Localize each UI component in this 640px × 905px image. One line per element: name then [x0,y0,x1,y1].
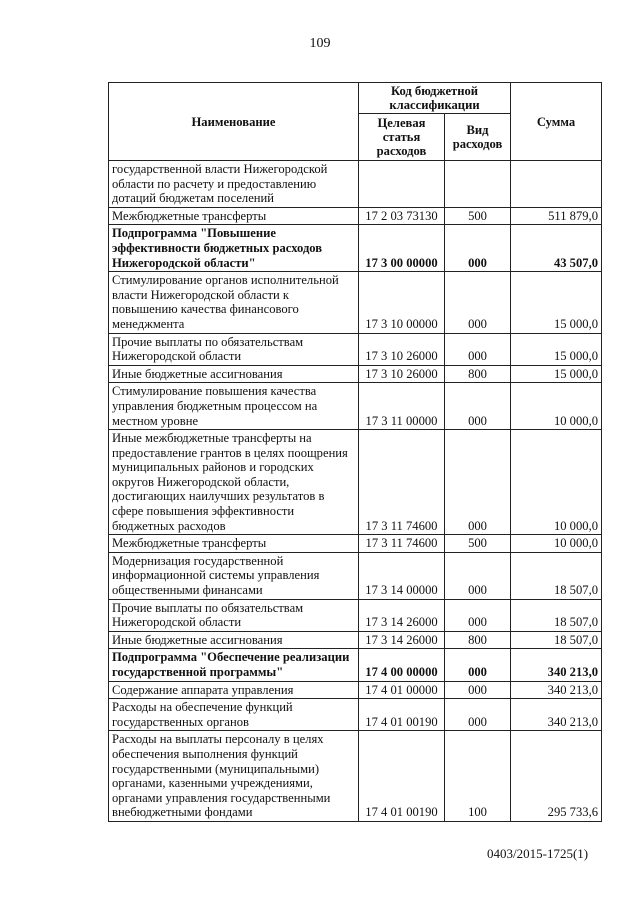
row-name: Прочие выплаты по обязательствам Нижегородской области [109,333,359,365]
row-expense-type: 000 [445,272,511,333]
table-row [109,225,602,272]
row-target-article: 17 4 01 00000 [359,681,445,699]
row-name: Межбюджетные трансферты [109,207,359,225]
table-row [109,333,602,365]
row-name: Расходы на обеспечение функций государственных органов [109,699,359,731]
row-target-article: 17 3 11 74600 [359,430,445,535]
row-expense-type: 000 [445,225,511,272]
header-expense-type: Вид расходов [445,114,511,161]
budget-table-header [109,83,602,161]
row-name: Иные межбюджетные трансферты на предоставление грантов в целях поощрения муниципальных районов и городских округов Нижегородской области, достигающих наилучших результатов в сфере повышения эффективности бюджетных расходов [109,430,359,535]
row-sum: 15 000,0 [511,333,602,365]
row-expense-type: 500 [445,207,511,225]
document-code: 0403/2015-1725(1) [487,846,589,861]
row-target-article: 17 3 14 26000 [359,631,445,649]
row-target-article: 17 3 10 26000 [359,333,445,365]
table-row [109,161,602,208]
row-sum: 295 733,6 [511,731,602,822]
row-target-article: 17 3 11 74600 [359,535,445,553]
row-sum: 15 000,0 [511,365,602,383]
row-name: Прочие выплаты по обязательствам Нижегородской области [109,599,359,631]
row-name: Подпрограмма "Обеспечение реализации государственной программы" [109,649,359,681]
row-expense-type: 000 [445,333,511,365]
table-row [109,599,602,631]
row-expense-type [445,161,511,208]
budget-table-body [109,161,602,822]
row-sum [511,161,602,208]
row-name: Межбюджетные трансферты [109,535,359,553]
table-row [109,699,602,731]
row-sum: 10 000,0 [511,430,602,535]
row-sum: 18 507,0 [511,631,602,649]
row-name: Иные бюджетные ассигнования [109,631,359,649]
table-row [109,552,602,599]
header-sum: Сумма [511,83,602,161]
row-expense-type: 000 [445,430,511,535]
header-target-article: Целевая статья расходов [359,114,445,161]
row-name: Модернизация государственной информационной системы управления общественными финансами [109,552,359,599]
row-expense-type: 800 [445,631,511,649]
table-row [109,272,602,333]
row-name: Иные бюджетные ассигнования [109,365,359,383]
row-sum: 511 879,0 [511,207,602,225]
row-target-article: 17 3 14 26000 [359,599,445,631]
row-target-article: 17 3 11 00000 [359,383,445,430]
table-row [109,383,602,430]
row-sum: 18 507,0 [511,599,602,631]
row-name: Подпрограмма "Повышение эффективности бюджетных расходов Нижегородской области" [109,225,359,272]
row-sum: 340 213,0 [511,699,602,731]
row-expense-type: 000 [445,383,511,430]
header-code-group: Код бюджетной классификации [359,83,511,114]
header-name: Наименование [109,83,359,161]
table-row [109,207,602,225]
table-row [109,365,602,383]
row-target-article: 17 4 01 00190 [359,731,445,822]
row-sum: 340 213,0 [511,681,602,699]
page-number: 109 [309,36,331,51]
table-row [109,535,602,553]
row-target-article: 17 4 01 00190 [359,699,445,731]
row-target-article [359,161,445,208]
row-expense-type: 500 [445,535,511,553]
row-sum: 15 000,0 [511,272,602,333]
table-row [109,731,602,822]
table-row [109,649,602,681]
row-expense-type: 000 [445,599,511,631]
row-expense-type: 000 [445,649,511,681]
row-expense-type: 000 [445,681,511,699]
row-name: Расходы на выплаты персоналу в целях обеспечения выполнения функций государственными (муниципальными) органами, казенными учреждениями, органами управления государственными внебюджетными фондами [109,731,359,822]
row-name: Стимулирование повышения качества управления бюджетным процессом на местном уровне [109,383,359,430]
row-name: Стимулирование органов исполнительной власти Нижегородской области к повышению качества финансового менеджмента [109,272,359,333]
row-target-article: 17 3 00 00000 [359,225,445,272]
row-name: государственной власти Нижегородской области по расчету и предоставлению дотаций бюджетам поселений [109,161,359,208]
row-expense-type: 000 [445,552,511,599]
row-name: Содержание аппарата управления [109,681,359,699]
row-sum: 43 507,0 [511,225,602,272]
table-row [109,430,602,535]
budget-table [108,82,602,822]
row-target-article: 17 4 00 00000 [359,649,445,681]
row-sum: 340 213,0 [511,649,602,681]
row-sum: 10 000,0 [511,535,602,553]
row-expense-type: 100 [445,731,511,822]
row-sum: 18 507,0 [511,552,602,599]
row-expense-type: 800 [445,365,511,383]
row-target-article: 17 3 10 26000 [359,365,445,383]
row-target-article: 17 3 10 00000 [359,272,445,333]
row-expense-type: 000 [445,699,511,731]
row-sum: 10 000,0 [511,383,602,430]
table-row [109,631,602,649]
row-target-article: 17 3 14 00000 [359,552,445,599]
table-row [109,681,602,699]
row-target-article: 17 2 03 73130 [359,207,445,225]
